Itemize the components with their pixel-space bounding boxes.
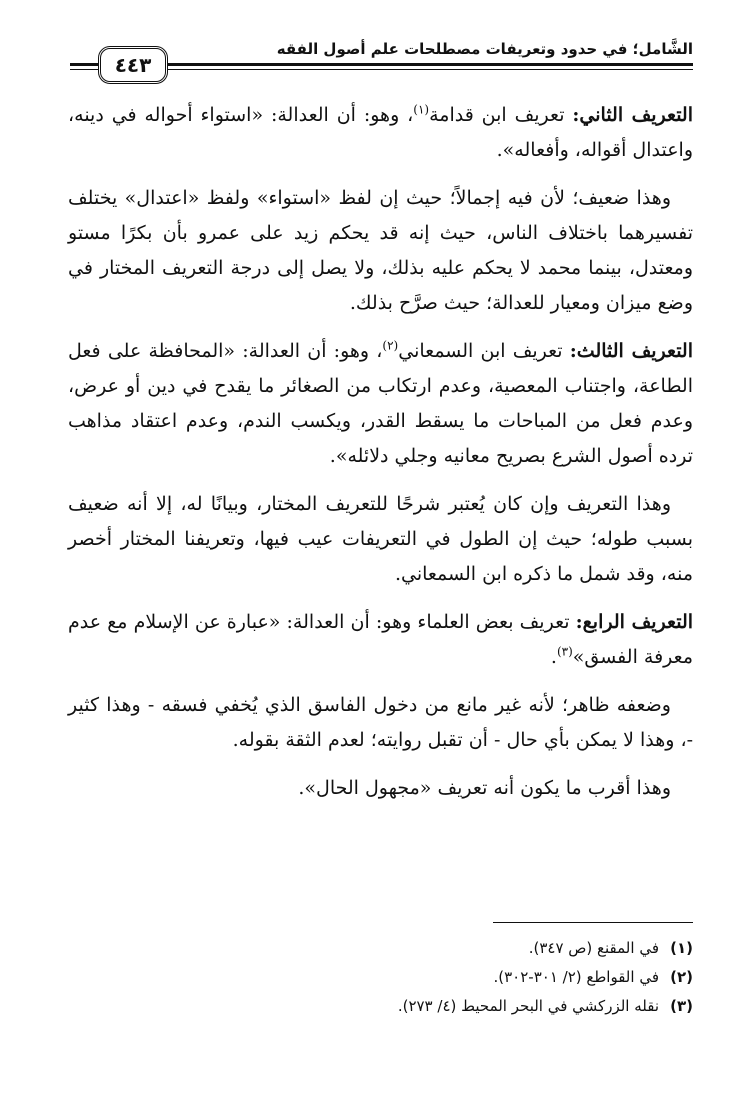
definition-heading: التعريف الثالث: <box>569 340 693 362</box>
paragraph-text: ، وهو: أن العدالة: «المحافظة على فعل الطاعة، واجتناب المعصية، وعدم ارتكاب من الصغائر ما يقدح في دين أو عرض، وعدم فعل من المباحات ما يسقط القدر، ويكسب الندم، وعدم اعتقاد مذاهب ترده أصول الشرع بصريح معانيه وجلي دلائله». <box>68 340 693 467</box>
paragraph-text: ، وهو: أن العدالة: «استواء أحواله في دينه، واعتدال أقواله، وأفعاله». <box>68 104 693 161</box>
paragraph-conclusion: وهذا أقرب ما يكون أنه تعريف «مجهول الحال». <box>298 777 671 799</box>
page-header <box>70 40 693 90</box>
paragraph-definition-2 <box>68 98 693 168</box>
footnote-text: نقله الزركشي في البحر المحيط (٤/ ٢٧٣). <box>397 997 659 1015</box>
footnote-2 <box>68 963 693 992</box>
definition-heading: التعريف الثاني: <box>572 104 693 126</box>
footnote-text: في المقنع (ص ٣٤٧). <box>528 939 659 957</box>
footnote-text: في القواطع (٢/ ٣٠١-٣٠٢). <box>493 968 659 986</box>
paragraph-text: تعريف بعض العلماء وهو: أن العدالة: «عبارة عن الإسلام مع عدم معرفة الفسق» <box>68 611 693 668</box>
footnote-number: (٣) <box>670 997 693 1015</box>
paragraph-text: تعريف ابن السمعاني <box>398 340 570 362</box>
footnotes <box>68 934 693 1021</box>
footnote-number: (٢) <box>670 968 693 986</box>
paragraph-definition-4 <box>68 605 693 675</box>
definition-heading: التعريف الرابع: <box>575 611 694 633</box>
footnote-3 <box>68 992 693 1021</box>
footnote-ref: (٣) <box>556 644 573 659</box>
running-title: الشَّامل؛ في حدود وتعريفات مصطلحات علم أصول الفقه <box>276 40 693 58</box>
paragraph-critique-2: وهذا ضعيف؛ لأن فيه إجمالاً؛ حيث إن لفظ «استواء» ولفظ «اعتدال» يختلف تفسيرهما باختلاف الناس، حيث إنه قد يحكم زيد على عمرو بأن بكرًا مستو ومعتدل، بينما محمد لا يحكم عليه بذلك، ولا يصل إلى درجة التعريف المختار في وضع ميزان ومعيار للعدالة؛ حيث صرَّح بذلك. <box>68 187 693 314</box>
page-number: ٤٤٣ <box>98 46 168 84</box>
paragraph-text: تعريف ابن قدامة <box>429 104 573 126</box>
paragraph-critique-4: وضعفه ظاهر؛ لأنه غير مانع من دخول الفاسق الذي يُخفي فسقه - وهذا كثير -، وهذا لا يمكن بأي حال - أن تقبل روايته؛ لعدم الثقة بقوله. <box>68 694 693 751</box>
paragraph-definition-3 <box>68 334 693 474</box>
footnote-ref: (٢) <box>382 338 399 353</box>
footnote-ref: (١) <box>413 102 430 117</box>
paragraph-critique-3: وهذا التعريف وإن كان يُعتبر شرحًا للتعريف المختار، وبيانًا له، إلا أنه ضعيف بسبب طوله؛ حيث إن الطول في التعريفات عيب فيها، وتعريفنا المختار أخصر منه، وقد شمل ما ذكره ابن السمعاني. <box>68 493 693 585</box>
main-text <box>68 98 693 819</box>
footnote-separator <box>493 922 693 923</box>
footnote-1 <box>68 934 693 963</box>
paragraph-text: . <box>550 646 557 668</box>
footnote-number: (١) <box>670 939 693 957</box>
